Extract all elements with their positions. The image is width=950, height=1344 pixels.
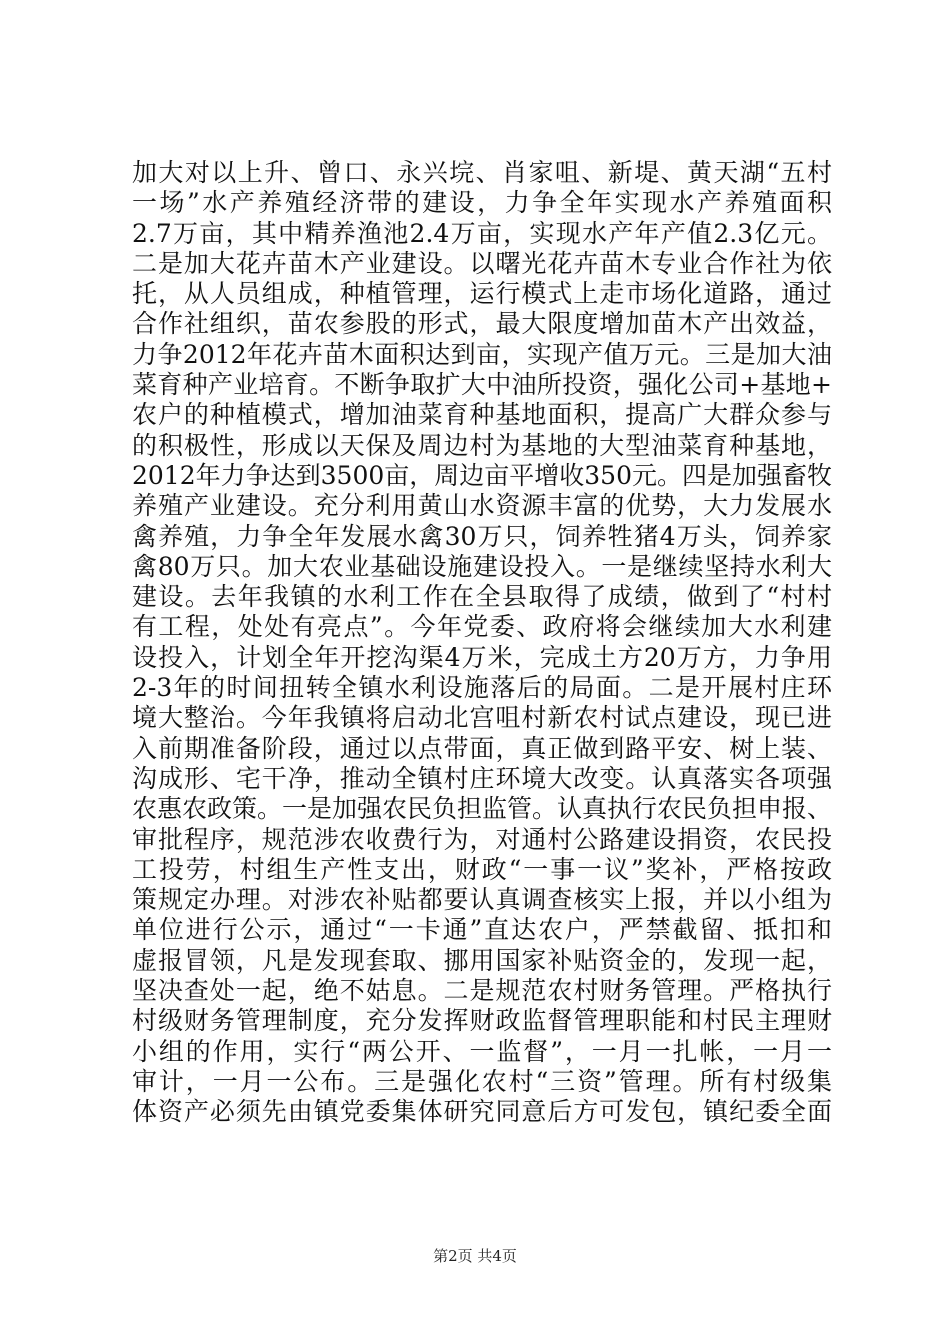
text-line: 合作社组织，苗农参股的形式，最大限度增加苗木产出效益， bbox=[132, 309, 832, 339]
text-line: 养殖产业建设。充分利用黄山水资源丰富的优势，大力发展水 bbox=[132, 491, 832, 521]
text-line: 沟成形、宅干净，推动全镇村庄环境大改变。认真落实各项强 bbox=[132, 763, 832, 793]
text-line: 坚决查处一起，绝不姑息。二是规范农村财务管理。严格执行 bbox=[132, 976, 832, 1006]
text-line: 小组的作用，实行“两公开、一监督”，一月一扎帐，一月一 bbox=[132, 1036, 832, 1066]
text-line: 村级财务管理制度，充分发挥财政监督管理职能和村民主理财 bbox=[132, 1006, 832, 1036]
text-line: 农户的种植模式，增加油菜育种基地面积，提高广大群众参与 bbox=[132, 400, 832, 430]
text-line: 单位进行公示，通过“一卡通”直达农户，严禁截留、抵扣和 bbox=[132, 915, 832, 945]
text-line: 禽养殖，力争全年发展水禽30万只，饲养牲猪4万头，饲养家 bbox=[132, 521, 832, 551]
text-line: 二是加大花卉苗木产业建设。以曙光花卉苗木专业合作社为依 bbox=[132, 248, 832, 278]
text-line: 有工程，处处有亮点”。今年党委、政府将会继续加大水利建 bbox=[132, 612, 832, 642]
text-line: 禽80万只。加大农业基础设施建设投入。一是继续坚持水利大 bbox=[132, 551, 832, 581]
text-line: 设投入，计划全年开挖沟渠4万米，完成土方20万方，力争用 bbox=[132, 642, 832, 672]
text-line: 体资产必须先由镇党委集体研究同意后方可发包，镇纪委全面 bbox=[132, 1097, 832, 1127]
text-line: 2-3年的时间扭转全镇水利设施落后的局面。二是开展村庄环 bbox=[132, 673, 832, 703]
text-line: 境大整治。今年我镇将启动北宫咀村新农村试点建设，现已进 bbox=[132, 703, 832, 733]
body-text bbox=[132, 158, 832, 1128]
text-line: 入前期准备阶段，通过以点带面，真正做到路平安、树上装、 bbox=[132, 733, 832, 763]
text-line: 一场”水产养殖经济带的建设，力争全年实现水产养殖面积 bbox=[132, 188, 832, 218]
text-line: 工投劳，村组生产性支出，财政“一事一议”奖补，严格按政 bbox=[132, 854, 832, 884]
page-footer bbox=[0, 1245, 950, 1266]
text-line: 加大对以上升、曾口、永兴垸、肖家咀、新堤、黄天湖“五村 bbox=[132, 158, 832, 187]
text-line: 建设。去年我镇的水利工作在全县取得了成绩，做到了“村村 bbox=[132, 582, 832, 612]
text-line: 虚报冒领，凡是发现套取、挪用国家补贴资金的，发现一起， bbox=[132, 945, 832, 975]
text-line: 力争2012年花卉苗木面积达到亩，实现产值万元。三是加大油 bbox=[132, 339, 832, 369]
text-line: 菜育种产业培育。不断争取扩大中油所投资，强化公司+基地+ bbox=[132, 370, 832, 400]
text-line: 2.7万亩，其中精养渔池2.4万亩，实现水产年产值2.3亿元。 bbox=[132, 218, 832, 248]
text-line: 审批程序，规范涉农收费行为，对通村公路建设捐资，农民投 bbox=[132, 824, 832, 854]
text-line: 托，从人员组成，种植管理，运行模式上走市场化道路，通过 bbox=[132, 279, 832, 309]
text-line: 2012年力争达到3500亩，周边亩平增收350元。四是加强畜牧 bbox=[132, 460, 832, 490]
text-line: 农惠农政策。一是加强农民负担监管。认真执行农民负担申报、 bbox=[132, 794, 833, 824]
text-line: 策规定办理。对涉农补贴都要认真调查核实上报，并以小组为 bbox=[132, 885, 832, 915]
text-line: 审计，一月一公布。三是强化农村“三资”管理。所有村级集 bbox=[132, 1066, 832, 1096]
text-line: 的积极性，形成以天保及周边村为基地的大型油菜育种基地， bbox=[132, 430, 832, 460]
page-number-label: 第2页 共4页 bbox=[433, 1247, 517, 1265]
